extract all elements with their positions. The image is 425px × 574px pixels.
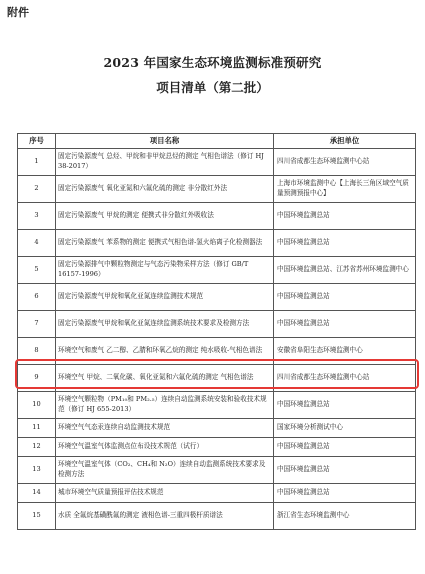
row-number: 14 [18,484,56,503]
responsible-unit: 中国环境监测总站 [274,457,416,484]
project-name: 环境空气气态汞连续自动监测技术规范 [56,419,274,438]
project-name: 环境空气温室气体（CO₂、CH₄和 N₂O）连续自动监测系统技术要求及检测方法 [56,457,274,484]
table-row [18,484,416,503]
project-list-table [17,133,416,530]
row-number: 11 [18,419,56,438]
row-number: 1 [18,149,56,176]
table-header-row [18,134,416,149]
table-row [18,257,416,284]
responsible-unit: 中国环境监测总站 [274,203,416,230]
responsible-unit: 安徽省阜阳生态环境监测中心 [274,338,416,365]
project-name: 环境空气颗粒物（PM₁₀和 PM₂.₅）连续自动监测系统安装和验收技术规范（修订 HJ 655-2013） [56,392,274,419]
project-name: 水质 全氟烷基磺酰氟的测定 液相色谱-三重四极杆质谱法 [56,503,274,530]
project-name: 环境空气温室气体监测点位布设技术规范（试行） [56,438,274,457]
project-name: 环境空气 甲烷、二氧化碳、氧化亚氮和六氟化硫的测定 气相色谱法 [56,365,274,392]
column-header-project-name: 项目名称 [56,134,274,149]
row-number: 3 [18,203,56,230]
table-row [18,284,416,311]
responsible-unit: 中国环境监测总站 [274,392,416,419]
document-subtitle: 项目清单（第二批） [156,80,269,95]
responsible-unit: 中国环境监测总站 [274,311,416,338]
row-number: 5 [18,257,56,284]
table-row [18,392,416,419]
table-row [18,457,416,484]
responsible-unit: 国家环境分析测试中心 [274,419,416,438]
table-row [18,149,416,176]
row-number: 12 [18,438,56,457]
table-row [18,503,416,530]
row-number: 15 [18,503,56,530]
table-row [18,203,416,230]
row-number: 8 [18,338,56,365]
responsible-unit: 浙江省生态环境监测中心 [274,503,416,530]
responsible-unit: 中国环境监测总站 [274,284,416,311]
row-number: 4 [18,230,56,257]
row-number: 13 [18,457,56,484]
row-number: 9 [18,365,56,392]
responsible-unit: 上海市环境监测中心【上海长三角区域空气质量预测预报中心】 [274,176,416,203]
table-row [18,230,416,257]
row-number: 7 [18,311,56,338]
responsible-unit: 中国环境监测总站 [274,438,416,457]
table-row-highlighted [18,338,416,365]
responsible-unit: 中国环境监测总站 [274,484,416,503]
row-number: 6 [18,284,56,311]
table-row [18,419,416,438]
project-name: 固定污染源废气 苯系物的测定 便携式气相色谱-氢火焰离子化检测器法 [56,230,274,257]
attachment-label: 附件 [7,6,29,19]
responsible-unit: 四川省成都生态环境监测中心站 [274,149,416,176]
project-name: 环境空气和废气 乙二醇、乙腈和环氧乙烷的测定 纯水吸收-气相色谱法 [56,338,274,365]
table-row [18,311,416,338]
row-number: 2 [18,176,56,203]
row-number: 10 [18,392,56,419]
project-name: 固定污染源废气 总烃、甲烷和非甲烷总烃的测定 气相色谱法（修订 HJ 38-2017） [56,149,274,176]
document-title: 2023 年国家生态环境监测标准预研究 [103,55,322,70]
responsible-unit: 四川省成都生态环境监测中心站 [274,365,416,392]
responsible-unit: 中国环境监测总站、江苏省苏州环境监测中心 [274,257,416,284]
responsible-unit: 中国环境监测总站 [274,230,416,257]
project-name: 固定污染源废气甲烷和氧化亚氮连续监测技术规范 [56,284,274,311]
project-name: 城市环境空气质量预报评估技术规范 [56,484,274,503]
project-name: 固定污染源排气中颗粒物测定与气态污染物采样方法（修订 GB/T 16157-1996） [56,257,274,284]
column-header-number: 序号 [18,134,56,149]
table-row [18,438,416,457]
table-row [18,365,416,392]
column-header-unit: 承担单位 [274,134,416,149]
table-row [18,176,416,203]
project-name: 固定污染源废气甲烷和氧化亚氮连续监测系统技术要求及检测方法 [56,311,274,338]
project-name: 固定污染源废气 氧化亚氮和六氟化硫的测定 非分散红外法 [56,176,274,203]
project-name: 固定污染源废气 甲烷的测定 便携式非分散红外吸收法 [56,203,274,230]
